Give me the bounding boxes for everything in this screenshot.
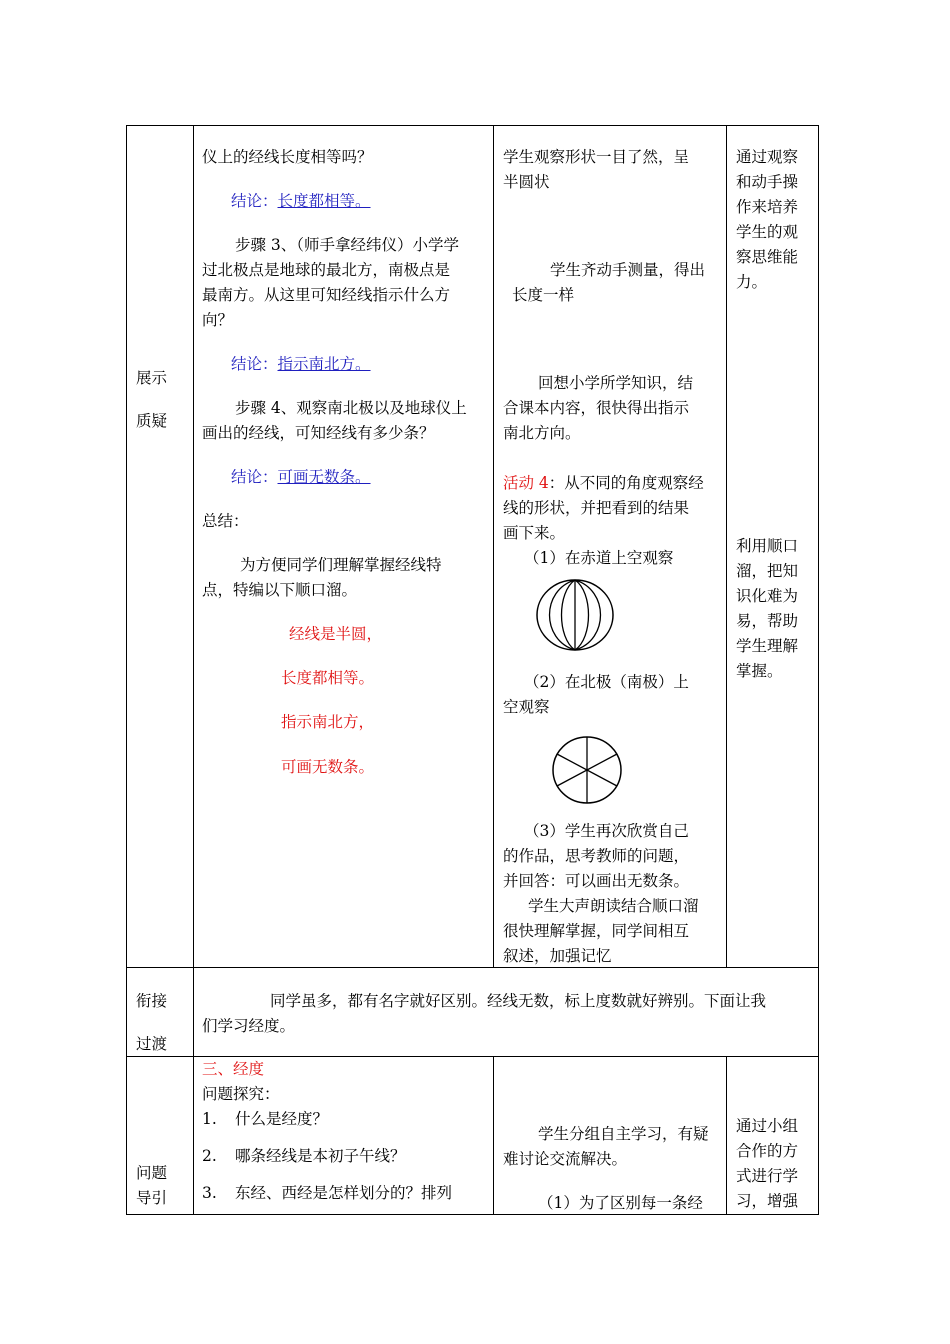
- intent-a-4: 学生的观: [736, 223, 799, 241]
- col-divider-student-1: [493, 125, 494, 968]
- col-divider-intent-1: [726, 125, 727, 968]
- table-border-bottom: [126, 1214, 819, 1215]
- summary-line-2: 点，特编以下顺口溜。: [202, 581, 358, 599]
- student-c-1: 回想小学所学知识，结: [538, 374, 694, 392]
- teacher-line: 仪上的经线长度相等吗？: [202, 148, 373, 166]
- observe-reflect-3: 并回答：可以画出无数条。: [503, 872, 690, 890]
- conclusion-value: 长度都相等。: [277, 192, 371, 210]
- row-label-display-2: 质疑: [136, 412, 168, 430]
- question-3: 东经、西经是怎样划分的？排列: [235, 1184, 453, 1202]
- activity-line-2: 线的形状，并把看到的结果: [503, 499, 690, 517]
- conclusion-3: [231, 466, 371, 488]
- student-b-1: 学生齐动手测量，得出: [550, 261, 706, 279]
- row-label-guide-1: 问题: [136, 1164, 168, 1182]
- row-divider-1: [126, 967, 819, 968]
- guide-intent-4: 习，增强: [736, 1192, 799, 1210]
- read-aloud-1: 学生大声朗读结合顺口溜: [528, 897, 699, 915]
- conclusion-2: [231, 353, 371, 375]
- summary-line-1: 为方便同学们理解掌握经线特: [240, 556, 442, 574]
- col-divider-intent-2: [726, 1056, 727, 1214]
- observe-pole-2: 空观察: [503, 698, 550, 716]
- intent-b-2: 溜，把知: [736, 562, 799, 580]
- intent-a-5: 察思维能: [736, 248, 799, 266]
- guide-intent-2: 合作的方: [736, 1142, 799, 1160]
- col-divider-student-2: [493, 1056, 494, 1214]
- step3-line-4: 向？: [202, 311, 234, 329]
- intent-b-1: 利用顺口: [736, 537, 799, 555]
- conclusion-label: 结论：: [231, 468, 278, 486]
- read-aloud-2: 很快理解掌握，同学间相互: [503, 922, 690, 940]
- row-label-display-1: 展示: [136, 369, 168, 387]
- step3-line-2: 过北极点是地球的最北方，南极点是: [202, 261, 451, 279]
- row-label-transition-1: 衔接: [136, 992, 168, 1010]
- observe-equator: （1）在赤道上空观察: [524, 549, 674, 567]
- step4-line-2: 画出的经线，可知经线有多少条？: [202, 424, 435, 442]
- conclusion-value: 指示南北方。: [277, 355, 371, 373]
- student-a-1: 学生观察形状一目了然，呈: [503, 148, 690, 166]
- intent-b-3: 识化难为: [736, 587, 799, 605]
- intent-a-3: 作来培养: [736, 198, 799, 216]
- student-c-3: 南北方向。: [503, 424, 581, 442]
- intent-a-1: 通过观察: [736, 148, 799, 166]
- table-border-left: [126, 125, 127, 1215]
- intent-b-5: 学生理解: [736, 637, 799, 655]
- poem-line-2: 长度都相等。: [281, 669, 375, 687]
- conclusion-1: [231, 190, 371, 212]
- intent-b-6: 掌握。: [736, 662, 783, 680]
- guide-intent-3: 式进行学: [736, 1167, 799, 1185]
- globe-polar-view: [550, 735, 624, 805]
- table-border-right: [818, 125, 819, 1215]
- inquiry-heading: 问题探究：: [202, 1085, 280, 1103]
- question-3-number: 3.: [202, 1184, 217, 1202]
- read-aloud-3: 叙述，加强记忆: [503, 947, 612, 965]
- observe-reflect-2: 的作品，思考教师的问题，: [503, 847, 690, 865]
- question-2: 哪条经线是本初子午线？: [235, 1147, 406, 1165]
- guide-student-1: 学生分组自主学习，有疑: [538, 1125, 709, 1143]
- table-border-top: [126, 125, 819, 126]
- transition-text-2: 们学习经度。: [202, 1017, 296, 1035]
- question-1: 什么是经度？: [235, 1110, 329, 1128]
- conclusion-value: 可画无数条。: [277, 468, 371, 486]
- intent-a-2: 和动手操: [736, 173, 799, 191]
- step4-line-1: 步骤 4、观察南北极以及地球仪上: [235, 399, 467, 417]
- activity-line-1: [503, 472, 704, 494]
- question-2-number: 2.: [202, 1147, 217, 1165]
- section-heading: 三、经度: [202, 1060, 265, 1078]
- guide-student-3: （1）为了区别每一条经: [538, 1194, 703, 1212]
- question-1-number: 1.: [202, 1110, 217, 1128]
- transition-text-1: 同学虽多，都有名字就好区别。经线无数，标上度数就好辨别。下面让我: [270, 992, 767, 1010]
- intent-a-6: 力。: [736, 273, 768, 291]
- student-b-2: 长度一样: [512, 286, 575, 304]
- activity-line-3: 画下来。: [503, 524, 566, 542]
- student-c-2: 合课本内容，很快得出指示: [503, 399, 690, 417]
- guide-intent-1: 通过小组: [736, 1117, 799, 1135]
- conclusion-label: 结论：: [231, 192, 278, 210]
- row-label-guide-2: 导引: [136, 1189, 168, 1207]
- row-label-transition-2: 过渡: [136, 1035, 168, 1053]
- conclusion-label: 结论：: [231, 355, 278, 373]
- activity-label: 活动 4: [503, 474, 549, 492]
- poem-line-1: 经线是半圆，: [289, 625, 383, 643]
- intent-b-4: 易，帮助: [736, 612, 799, 630]
- step3-line-3: 最南方。从这里可知经线指示什么方: [202, 286, 451, 304]
- poem-line-3: 指示南北方，: [281, 713, 375, 731]
- step3-line-1: 步骤 3、（师手拿经纬仪）小学学: [235, 236, 460, 254]
- summary-heading: 总结：: [202, 512, 249, 530]
- student-a-2: 半圆状: [503, 173, 550, 191]
- globe-meridian-side-view: [535, 578, 615, 652]
- col-divider-label: [193, 125, 194, 1215]
- activity-text: ：从不同的角度观察经: [548, 474, 704, 492]
- row-divider-2: [126, 1056, 819, 1057]
- observe-pole-1: （2）在北极（南极）上: [524, 673, 689, 691]
- observe-reflect-1: （3）学生再次欣赏自己: [524, 822, 689, 840]
- poem-line-4: 可画无数条。: [281, 758, 375, 776]
- guide-student-2: 难讨论交流解决。: [503, 1150, 628, 1168]
